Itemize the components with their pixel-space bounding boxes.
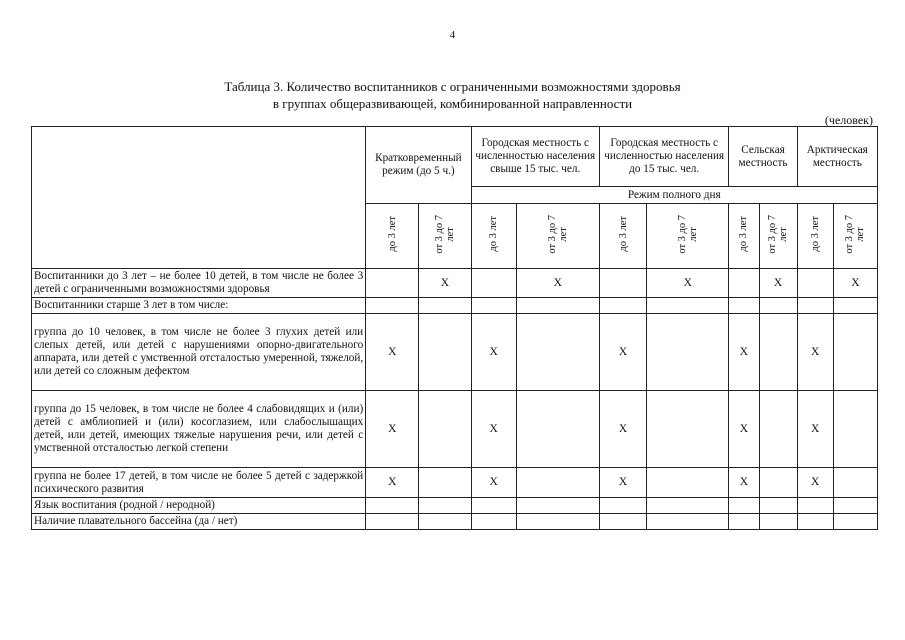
- header-rural: Сельская местность: [729, 127, 797, 187]
- table-cell: [759, 298, 797, 314]
- page-number: 4: [449, 29, 456, 41]
- table-cell: [419, 468, 471, 498]
- table-cell: [419, 514, 471, 530]
- table-cell: [516, 314, 599, 391]
- table-cell-mark: X: [729, 468, 759, 498]
- header-age-3to7: от 3 до 7 лет: [833, 204, 877, 269]
- table-cell-mark: X: [471, 314, 516, 391]
- table-cell-mark: X: [833, 269, 877, 298]
- table-cell: [647, 514, 729, 530]
- table-cell: [759, 514, 797, 530]
- header-age-under3: до 3 лет: [797, 204, 833, 269]
- table-cell: [833, 298, 877, 314]
- table-row: [32, 498, 878, 514]
- table-cell: [759, 468, 797, 498]
- table-cell: [647, 391, 729, 468]
- table-cell: [729, 298, 759, 314]
- table-row: [32, 314, 878, 391]
- table-cell: [471, 269, 516, 298]
- table-cell-mark: X: [366, 391, 419, 468]
- table-cell: [471, 498, 516, 514]
- row-label: Воспитанники до 3 лет – не более 10 детей, в том числе не более 3 детей с ограниченными возможностями здоровья: [32, 269, 366, 298]
- table-cell: [516, 391, 599, 468]
- header-urban-small: Городская местность с численностью населения до 15 тыс. чел.: [599, 127, 728, 187]
- table-row: [32, 391, 878, 468]
- table-cell: [729, 269, 759, 298]
- table-cell: [419, 298, 471, 314]
- table-title-line-2: в группах общеразвивающей, комбинированной направленности: [272, 96, 633, 111]
- row-label: Язык воспитания (родной / неродной): [32, 498, 366, 514]
- table-cell-mark: X: [797, 314, 833, 391]
- header-age-under3: до 3 лет: [599, 204, 646, 269]
- table-cell-mark: X: [366, 314, 419, 391]
- table-cell: [759, 391, 797, 468]
- table-cell: [599, 298, 646, 314]
- row-label: группа до 10 человек, в том числе не более 3 глухих детей или слепых детей, или детей с нарушениями опорно-двигательного аппарата, или детей с умственной отсталостью умеренной, тяжелой, или детей со сложным дефектом: [32, 314, 366, 391]
- table-cell: [797, 498, 833, 514]
- header-age-under3: до 3 лет: [729, 204, 759, 269]
- table-cell: [419, 314, 471, 391]
- row-label: Наличие плавательного бассейна (да / нет): [32, 514, 366, 530]
- header-empty-cell: [32, 127, 366, 269]
- table-cell-mark: X: [797, 391, 833, 468]
- table-cell: [516, 468, 599, 498]
- header-full-day: Режим полного дня: [471, 187, 877, 204]
- table-cell: [419, 391, 471, 468]
- table-cell: [516, 298, 599, 314]
- table-cell-mark: X: [471, 391, 516, 468]
- row-label: группа до 15 человек, в том числе не более 4 слабовидящих и (или) детей с амблиопией и (или) косоглазием, или слабослышащих детей, или детей, имеющих тяжелые нарушения речи, или детей с умственной отсталостью легкой степени: [32, 391, 366, 468]
- table-cell: [833, 514, 877, 530]
- header-age-3to7: от 3 до 7 лет: [759, 204, 797, 269]
- table-title: [0, 78, 905, 112]
- header-age-3to7: от 3 до 7 лет: [516, 204, 599, 269]
- table-row: [32, 468, 878, 498]
- row-label: группа не более 17 детей, в том числе не более 5 детей с задержкой психического развития: [32, 468, 366, 498]
- table-cell-mark: X: [797, 468, 833, 498]
- table-cell: [797, 514, 833, 530]
- table-cell: [599, 514, 646, 530]
- table-cell: [833, 314, 877, 391]
- table-cell: [759, 314, 797, 391]
- table-cell: [797, 269, 833, 298]
- units-label: (человек): [824, 113, 873, 127]
- table-cell: [759, 498, 797, 514]
- table-cell: [833, 468, 877, 498]
- table-row: [32, 269, 878, 298]
- table-title-line-1: Таблица 3. Количество воспитанников с ограниченными возможностями здоровья: [224, 79, 681, 94]
- table-cell: [419, 498, 471, 514]
- table-cell: [366, 298, 419, 314]
- table-cell: [729, 498, 759, 514]
- table-row: [32, 298, 878, 314]
- row-label: Воспитанники старше 3 лет в том числе:: [32, 298, 366, 314]
- table-cell: [833, 498, 877, 514]
- table-cell: [471, 514, 516, 530]
- table-cell-mark: X: [599, 314, 646, 391]
- table-cell-mark: X: [366, 468, 419, 498]
- table-cell: [647, 498, 729, 514]
- table-cell: [516, 498, 599, 514]
- table-cell: [797, 298, 833, 314]
- table-cell-mark: X: [516, 269, 599, 298]
- table-cell-mark: X: [729, 314, 759, 391]
- header-age-3to7: от 3 до 7 лет: [419, 204, 471, 269]
- table-cell: [599, 498, 646, 514]
- table-cell: [366, 514, 419, 530]
- table-cell: [729, 514, 759, 530]
- header-age-under3: до 3 лет: [366, 204, 419, 269]
- table-cell: [516, 514, 599, 530]
- table-cell-mark: X: [471, 468, 516, 498]
- table-cell: [647, 298, 729, 314]
- table-cell-mark: X: [759, 269, 797, 298]
- table-cell: [647, 314, 729, 391]
- header-urban-large: Городская местность с численностью населения свыше 15 тыс. чел.: [471, 127, 599, 187]
- data-table: [31, 126, 878, 530]
- table-cell: [471, 298, 516, 314]
- header-age-under3: до 3 лет: [471, 204, 516, 269]
- header-age-3to7: от 3 до 7 лет: [647, 204, 729, 269]
- table-cell: [366, 498, 419, 514]
- table-cell: [366, 269, 419, 298]
- table-cell-mark: X: [599, 391, 646, 468]
- table-cell: [599, 269, 646, 298]
- table-cell-mark: X: [599, 468, 646, 498]
- header-arctic: Арктическая местность: [797, 127, 877, 187]
- table-cell-mark: X: [647, 269, 729, 298]
- table-cell: [833, 391, 877, 468]
- table-cell-mark: X: [729, 391, 759, 468]
- header-short-stay: Кратковременный режим (до 5 ч.): [366, 127, 471, 204]
- table-row: [32, 514, 878, 530]
- table-cell-mark: X: [419, 269, 471, 298]
- table-cell: [647, 468, 729, 498]
